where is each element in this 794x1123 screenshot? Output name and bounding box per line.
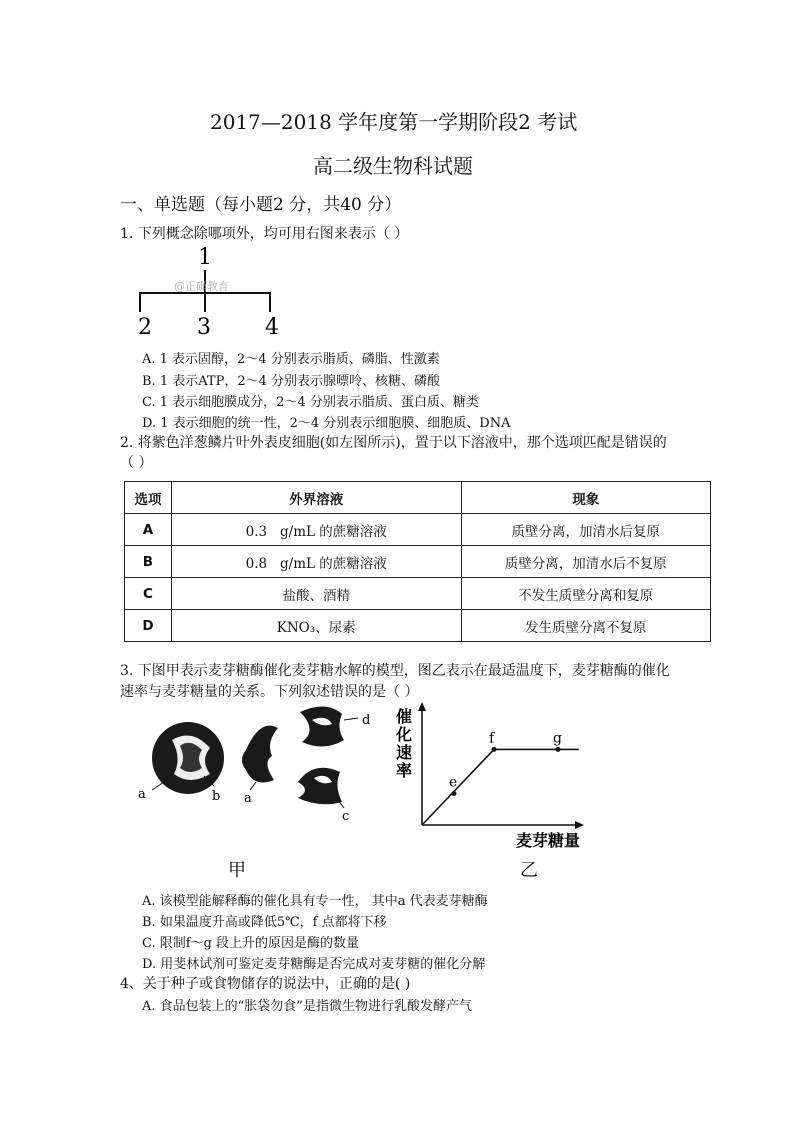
- table-header: 选项: [125, 482, 172, 514]
- rate-curve: [422, 749, 579, 825]
- exam-title: 2017—2018 学年度第一学期阶段2 考试: [210, 110, 578, 134]
- table-cell-result: 发生质壁分离不复原: [461, 610, 710, 642]
- point-label-e: e: [449, 774, 458, 791]
- product-c-shape: [298, 768, 342, 804]
- x-axis-label: 麦芽糖量: [516, 831, 581, 850]
- table-cell-solution: 盐酸、酒精: [171, 578, 461, 610]
- point-label-g: g: [553, 730, 562, 747]
- point-e: [452, 791, 457, 796]
- point-label-f: f: [489, 730, 495, 747]
- q3-option-d: D. 用斐林试剂可鉴定麦芽糖酶是否完成对麦芽糖的催化分解: [142, 957, 486, 972]
- product-d-shape: [300, 706, 344, 746]
- q1-option-a: A. 1 表示固醇，2～4 分别表示脂质、磷脂、性激素: [142, 352, 440, 367]
- table-header-row: [125, 482, 711, 514]
- table-cell-option: C: [125, 578, 172, 610]
- diagram-node-2: 2: [138, 315, 152, 340]
- table-row: [125, 578, 711, 610]
- table-cell-solution: 0.8 g/mL 的蔗糖溶液: [171, 546, 461, 578]
- diagram-node-4: 4: [265, 315, 279, 340]
- question-3-stem-cont: 速率与麦芽糖量的关系。下列叙述错误的是（ ）: [120, 684, 419, 700]
- table-cell-solution: KNO₃、尿素: [171, 610, 461, 642]
- label-a1: a: [138, 787, 146, 802]
- table-cell-result: 不发生质壁分离和复原: [461, 578, 710, 610]
- q1-option-c: C. 1 表示细胞膜成分，2～4 分别表示脂质、蛋白质、糖类: [142, 395, 479, 410]
- question-1-stem: 1. 下列概念除哪项外，均可用右图来表示（ ）: [120, 226, 409, 242]
- q3-figure-yi-chart: [392, 700, 612, 885]
- label-c: c: [342, 809, 350, 824]
- question-4-stem: 4、关于种子或食物储存的说法中，正确的是( ): [120, 976, 411, 992]
- y-axis-arrow: [418, 702, 426, 711]
- table-cell-option: D: [125, 610, 172, 642]
- q1-option-b: B. 1 表示ATP，2～4 分别表示腺嘌呤、核糖、磷酸: [142, 374, 440, 389]
- point-g: [556, 747, 561, 752]
- q3-option-b: B. 如果温度升高或降低5℃，f 点都将下移: [142, 915, 387, 930]
- diagram-node-3: 3: [197, 315, 211, 340]
- table-cell-result: 质壁分离，加清水后不复原: [461, 546, 710, 578]
- point-f: [492, 747, 497, 752]
- figure-jia-caption: 甲: [228, 860, 246, 881]
- question-2-stem-cont: （ ）: [120, 455, 153, 471]
- label-a1-leader: [152, 782, 164, 790]
- table-cell-option: B: [125, 546, 172, 578]
- q2-table: [124, 481, 711, 642]
- x-axis-arrow: [575, 821, 584, 829]
- exam-subtitle: 高二级生物科试题: [313, 154, 473, 178]
- table-header: 外界溶液: [171, 482, 461, 514]
- table-row: [125, 610, 711, 642]
- y-axis-label: 催化速率: [396, 707, 413, 780]
- chart-plot-area: [422, 730, 579, 825]
- table-cell-solution: 0.3 g/mL 的蔗糖溶液: [171, 514, 461, 546]
- q4-option-a: A. 食品包装上的“胀袋勿食”是指微生物进行乳酸发酵产气: [142, 999, 472, 1014]
- substrate-shape: [180, 743, 202, 772]
- section-heading: 一、单选题（每小题2 分，共40 分）: [120, 195, 402, 215]
- q3-figure-jia: [130, 698, 390, 883]
- table-row: [125, 514, 711, 546]
- q3-option-a: A. 该模型能解释酶的催化具有专一性， 其中a 代表麦芽糖酶: [142, 894, 488, 909]
- label-d: d: [362, 713, 371, 728]
- label-d-leader: [344, 718, 358, 720]
- q1-option-d: D. 1 表示细胞的统一性，2～4 分别表示细胞膜、细胞质、DNA: [142, 416, 511, 431]
- table-cell-result: 质壁分离，加清水后复原: [461, 514, 710, 546]
- q1-concept-diagram: [128, 240, 298, 345]
- question-2-stem: 2. 将紫色洋葱鳞片叶外表皮细胞(如左图所示)，置于以下溶液中，那个选项匹配是错误的: [120, 435, 667, 451]
- diagram-node-1: 1: [198, 245, 212, 270]
- label-a2-leader: [250, 782, 256, 790]
- table-header: 现象: [461, 482, 710, 514]
- label-b: b: [212, 789, 221, 804]
- table-cell-option: A: [125, 514, 172, 546]
- label-a2: a: [244, 791, 252, 806]
- question-3-stem: 3. 下图甲表示麦芽糖酶催化麦芽糖水解的模型，图乙表示在最适温度下，麦芽糖酶的催化: [120, 663, 670, 679]
- free-enzyme-shape: [242, 726, 278, 783]
- figure-yi-caption: 乙: [520, 860, 538, 881]
- q3-option-c: C. 限制f～g 段上升的原因是酶的数量: [142, 936, 360, 951]
- watermark: @正确教育: [174, 280, 229, 293]
- table-row: [125, 546, 711, 578]
